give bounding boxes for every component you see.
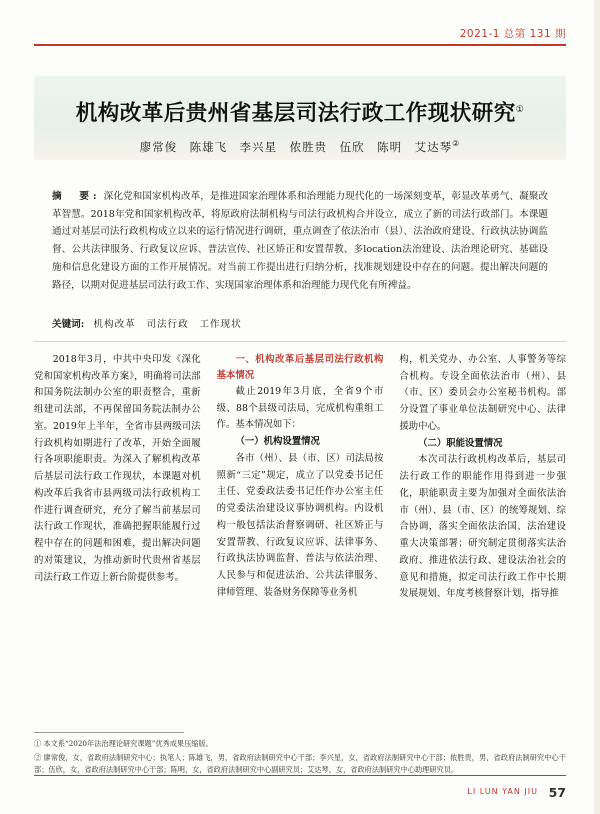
keywords-label: 关键词: xyxy=(52,319,85,330)
footnote-2: ② 廖常俊，女，省政府法制研究中心；执笔人；陈雄飞，男，省政府法制研究中心干部；李兴星，女，省政府法制研究中心干部；侬胜贵，男，省政府法制研究中心干部；伍欣，女，省政府法制研究中心干部；陈明，女，省政府法制研究中心副研究员；艾达琴，女，省政府法制研究中心助理研究员。 xyxy=(34,752,566,775)
page-number: 57 xyxy=(548,785,566,800)
paragraph: 截止2019年3月底，全省9个市级、88个县级司法局，完成机构重组工作。基本情况如下： xyxy=(216,385,384,431)
footer-section-label: LI LUN YAN JIU xyxy=(467,787,538,796)
footnotes xyxy=(34,738,566,778)
footnote-1: ① 本文系“2020年法治理论研究课题”优秀成果压缩版。 xyxy=(34,739,213,748)
abstract-text: 深化党和国家机构改革，是推进国家治理体系和治理能力现代化的一场深刻变革，彰显改革勇气、凝聚改革智慧。2018年党和国家机构改革，将原政府法制机构与司法行政机构合并设立，成立了新的司法行政部门。本课题通过对基层司法行政机构成立以来的运行情况进行调研，重点调查了依法治市（县）、法治政府建设、行政执法协调监督、公共法律服务、行政复议应诉、普法宣传、社区矫正和安置帮教、多location法治建设、法治理论研究、基础设施和信息化建设方面的工作开展情况。对当前工作提出进行归纳分析，找准规划建设中存在的问题。提出解决问题的路径，以期对促进基层司法行政工作、实现国家治理体系和治理能力现代化有所裨益。 xyxy=(52,191,548,291)
paragraph: 各市（州）、县（市、区）司法局按照新“三定”规定，成立了以党委书记任主任、党委政法委书记任作办公室主任的党委法治建设议事协调机构。内设机构一般包括法治督察调研、社区矫正与安置帮教、行政复议应诉、法律事务、行政执法协调监督、普法与依法治理、人民参与和促进法治、公共法律服务、律师管理、装备财务保障等业务机 xyxy=(216,452,384,598)
subsection-heading: （二）职能设置情况 xyxy=(418,437,503,449)
subsection-heading: （一）机构设置情况 xyxy=(235,436,320,448)
body-divider xyxy=(34,341,566,342)
footnote-divider xyxy=(34,732,184,733)
column-2 xyxy=(217,352,384,726)
keywords xyxy=(52,316,548,333)
title-footnote-marker: ① xyxy=(515,104,525,115)
page-title xyxy=(0,96,600,127)
issue-line: 2021-1 总第 131 期 xyxy=(459,28,566,40)
section-heading: 一、机构改革后基层司法行政机构基本情况 xyxy=(216,354,384,381)
footer-divider xyxy=(34,775,566,776)
abstract-label: 摘 要: xyxy=(52,191,101,202)
keywords-text: 机构改革 司法行政 工作现状 xyxy=(93,319,242,330)
author-names: 廖常俊 陈雄飞 李兴星 侬胜贵 伍欣 陈明 艾达琴 xyxy=(139,140,453,154)
header-divider xyxy=(34,44,566,46)
author-footnote-marker: ② xyxy=(452,139,461,149)
column-3 xyxy=(399,352,566,726)
abstract xyxy=(52,188,548,294)
page-edge-strip xyxy=(594,0,600,814)
title-text: 机构改革后贵州省基层司法行政工作现状研究 xyxy=(75,101,516,126)
body-columns xyxy=(34,352,566,726)
author-list xyxy=(0,139,600,155)
column-1 xyxy=(34,352,201,726)
paragraph: 本次司法行政机构改革后，基层司法行政工作的职能作用得到进一步强化，职能职责主要为加强对全面依法治市（州）、县（市、区）的统筹规划、综合协调，落实全面依法治国、法治建设重大决策部署；研究制定贯彻落实法治政府、推进依法行政、建设法治社会的意见和措施，拟定司法行政工作中长期发展规划、年度考核督察计划，指导推 xyxy=(399,454,567,600)
paragraph: 构，机关党办、办公室、人事警务等综合机构。专设全面依法治市（州）、县（市、区）委员会办公室秘书机构。部分设置了事业单位法制研究中心、法律援助中心。 xyxy=(399,354,567,432)
paragraph: 2018年3月，中共中央印发《深化党和国家机构改革方案》，明确将司法部和国务院法制办公室的职责整合，重新组建司法部，不再保留国务院法制办公室。2019年上半年，全省市县两级司法行政机构如期进行了改革，开始全面履行各项职能职责。为深入了解机构改革后基层司法行政工作现状，本课题对机构改革后我省市县两级司法行政机构工作进行调查研究，充分了解当前基层司法行政工作现状，准确把握职能履行过程中存在的问题和困难，提出解决问题的对策建议，为推动新时代贵州省基层司法行政工作迈上新台阶提供参考。 xyxy=(34,354,201,583)
